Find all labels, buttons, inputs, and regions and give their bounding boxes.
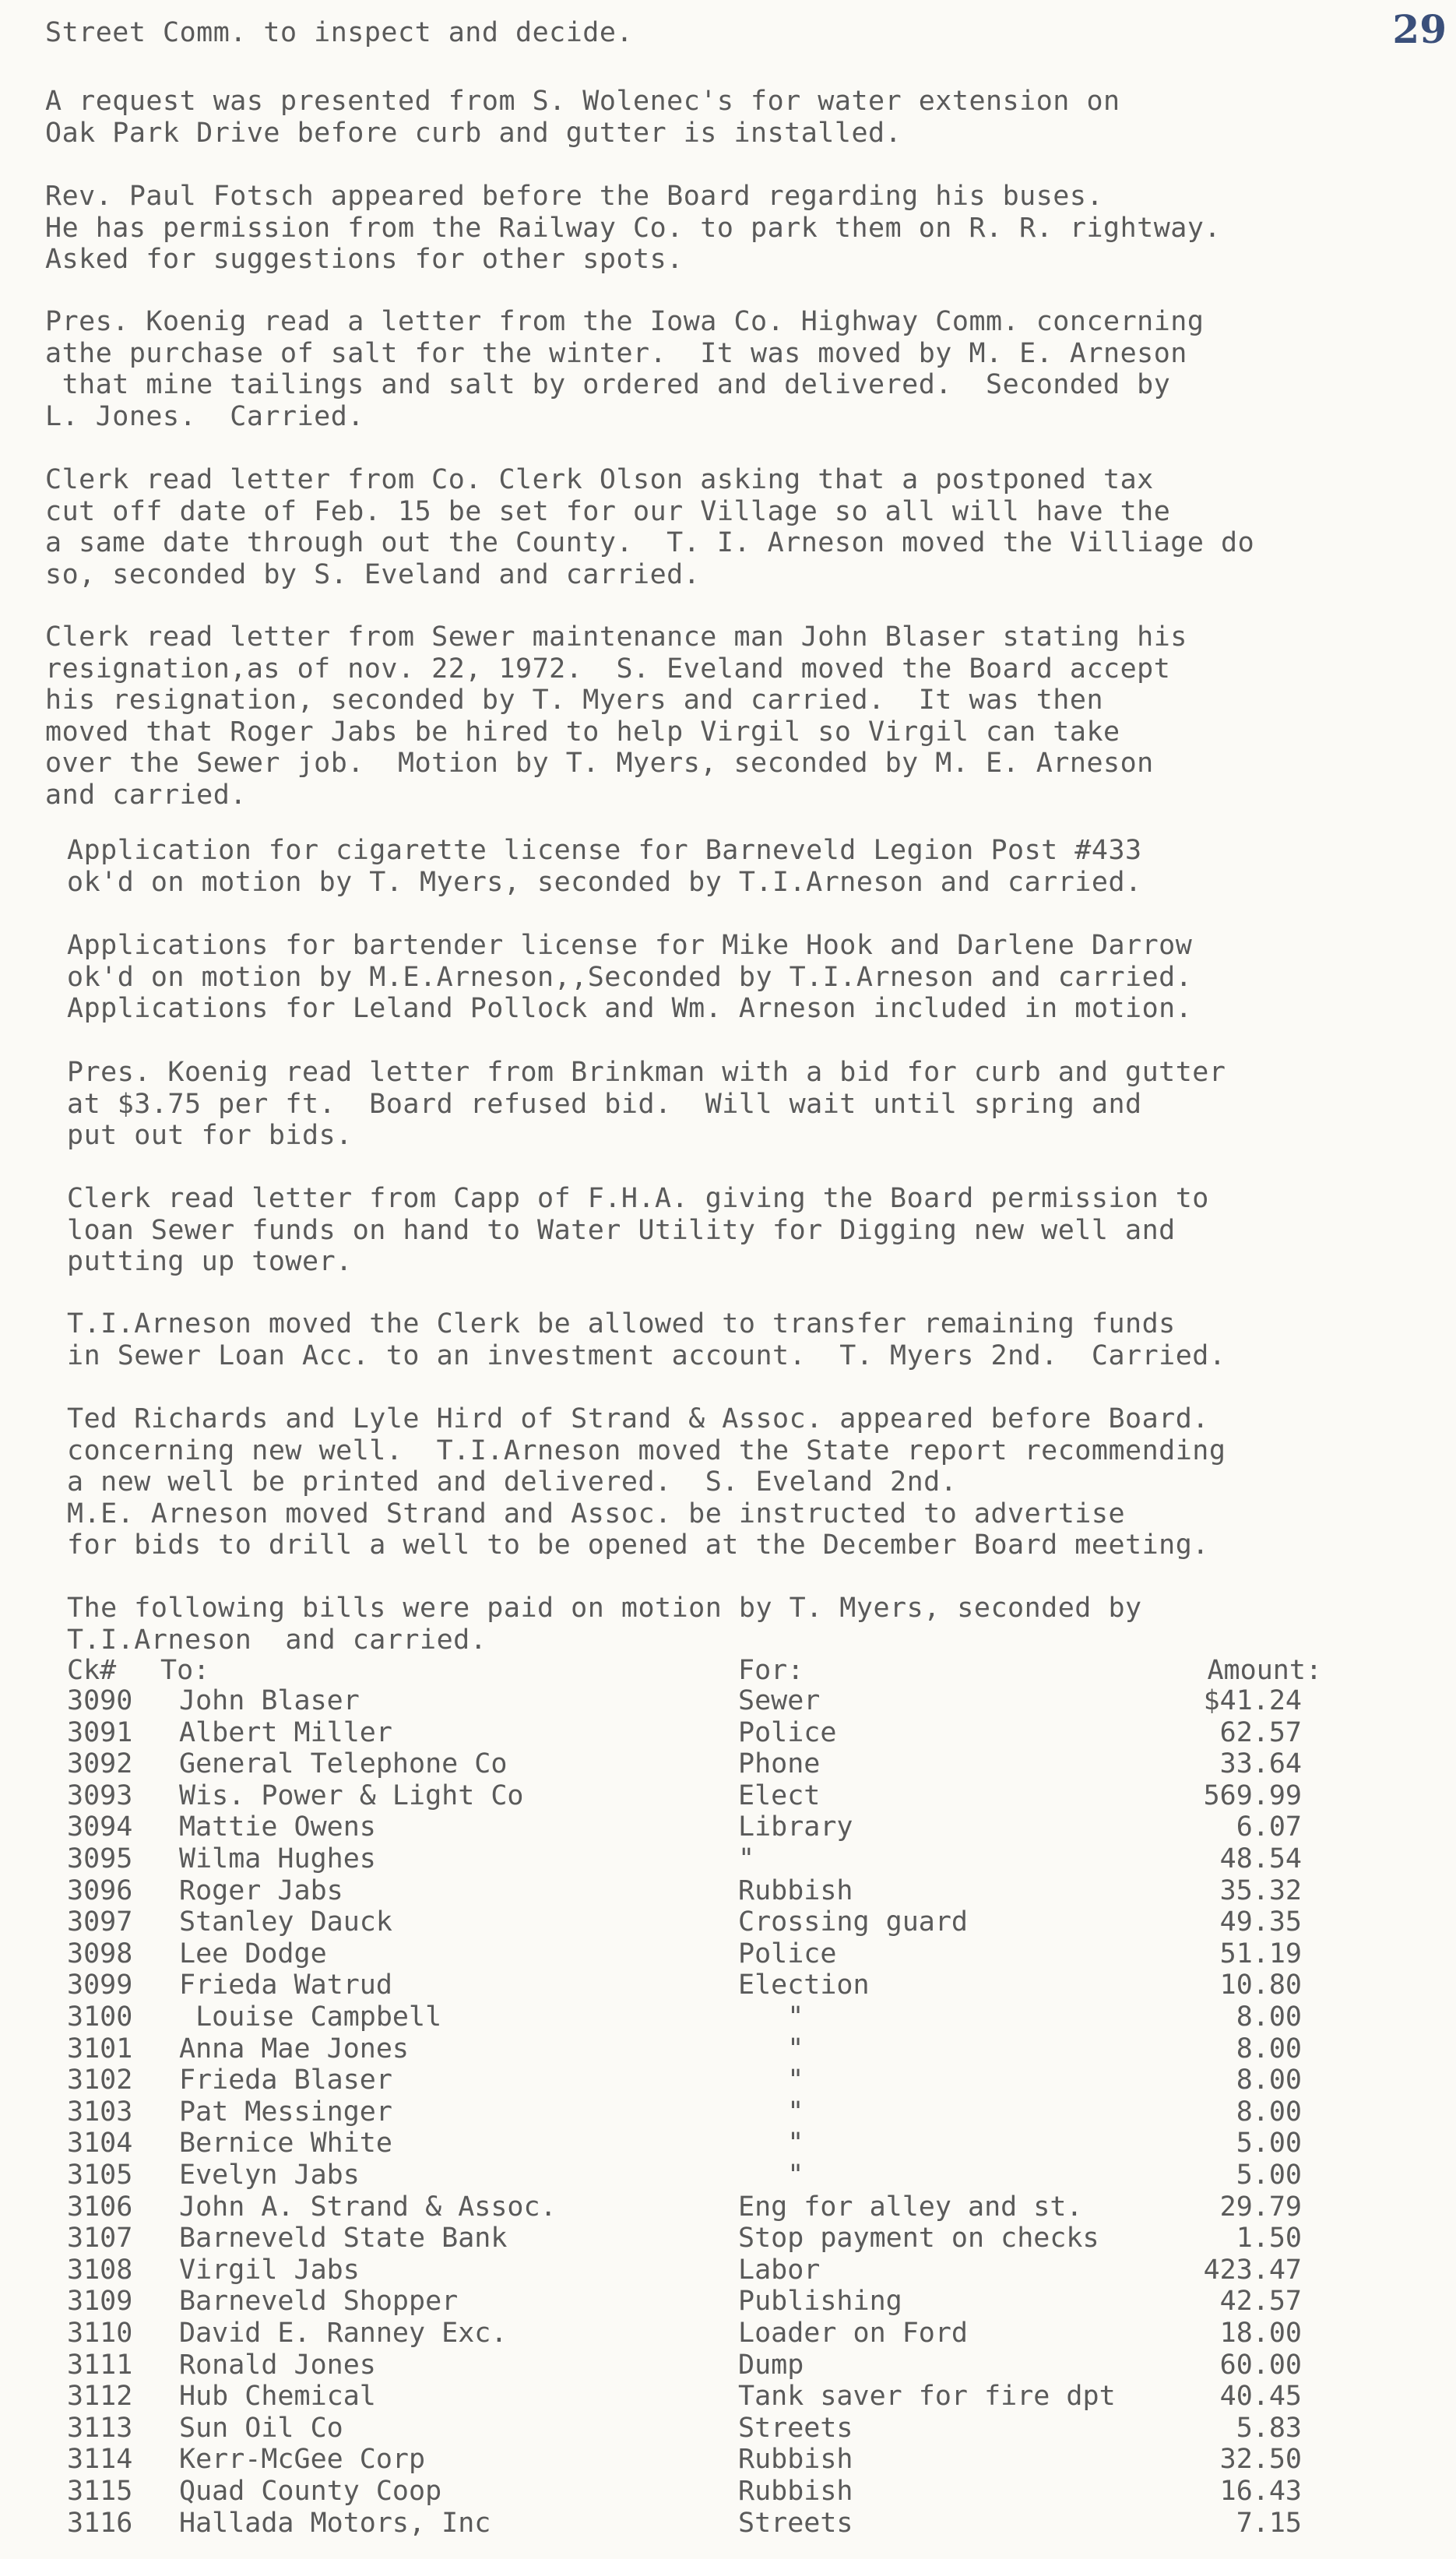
amount-cell: 48.54 <box>1219 1843 1302 1874</box>
payee-cell: Frieda Watrud <box>179 1969 392 2001</box>
check-number-cell: 3107 <box>67 2223 133 2255</box>
amount-cell: 51.19 <box>1219 1938 1302 1969</box>
amount-cell: 7.15 <box>1236 2507 1302 2539</box>
amount-cell: 8.00 <box>1236 2064 1302 2096</box>
amount-cell: 60.00 <box>1219 2349 1302 2381</box>
purpose-cell: Loader on Ford <box>738 2318 969 2349</box>
amount-cell: 8.00 <box>1236 2096 1302 2128</box>
amount-cell: 8.00 <box>1236 2001 1302 2033</box>
amount-cell: 10.80 <box>1219 1969 1302 2001</box>
payee-cell: Barneveld State Bank <box>179 2223 508 2255</box>
paragraph-line: in Sewer Loan Acc. to an investment account. T. Myers 2nd. Carried. <box>67 1339 1226 1371</box>
column-header-for: For: <box>738 1655 804 1686</box>
paragraph-line: Clerk read letter from Co. Clerk Olson asking that a postponed tax <box>45 464 1154 495</box>
amount-cell: 35.32 <box>1219 1874 1302 1906</box>
payee-cell: Mattie Owens <box>179 1811 376 1843</box>
amount-cell: 33.64 <box>1219 1748 1302 1780</box>
payee-cell: Albert Miller <box>179 1716 392 1748</box>
paragraph-line: moved that Roger Jabs be hired to help Virgil so Virgil can take <box>45 716 1120 748</box>
purpose-cell: " <box>738 2001 804 2033</box>
purpose-cell: " <box>738 2033 804 2064</box>
amount-cell: 423.47 <box>1203 2254 1302 2286</box>
paragraph-line: at $3.75 per ft. Board refused bid. Will wait until spring and <box>67 1088 1142 1120</box>
purpose-cell: Publishing <box>738 2286 902 2318</box>
paragraph-line: put out for bids. <box>67 1120 353 1151</box>
payee-cell: Bernice White <box>179 2128 392 2159</box>
amount-cell: 29.79 <box>1219 2191 1302 2223</box>
purpose-cell: " <box>738 2128 804 2159</box>
purpose-cell: Library <box>738 1811 853 1843</box>
amount-cell: 62.57 <box>1219 1716 1302 1748</box>
check-number-cell: 3109 <box>67 2286 133 2318</box>
paragraph-line: M.E. Arneson moved Strand and Assoc. be instructed to advertise <box>67 1498 1126 1529</box>
paragraph-line: concerning new well. T.I.Arneson moved the State report recommending <box>67 1434 1226 1466</box>
purpose-cell: Dump <box>738 2349 804 2381</box>
payee-cell: Pat Messinger <box>179 2096 392 2128</box>
paragraph-line: Clerk read letter from Capp of F.H.A. giving the Board permission to <box>67 1183 1209 1214</box>
page-number: 29 <box>1392 6 1447 52</box>
payee-cell: Barneveld Shopper <box>179 2286 459 2318</box>
check-number-cell: 3097 <box>67 1906 133 1938</box>
purpose-cell: Election <box>738 1969 870 2001</box>
paragraph-line: that mine tailings and salt by ordered and delivered. Seconded by <box>45 369 1171 400</box>
paragraph-line: Application for cigarette license for Barneveld Legion Post #433 <box>67 835 1142 866</box>
check-number-cell: 3098 <box>67 1938 133 1969</box>
paragraph-line: Pres. Koenig read letter from Brinkman with a bid for curb and gutter <box>67 1057 1226 1088</box>
check-number-cell: 3110 <box>67 2318 133 2349</box>
check-number-cell: 3092 <box>67 1748 133 1780</box>
amount-cell: 569.99 <box>1203 1779 1302 1811</box>
payee-cell: Kerr-McGee Corp <box>179 2444 426 2476</box>
paragraph-line: Pres. Koenig read a letter from the Iowa Co. Highway Comm. concerning <box>45 306 1205 337</box>
paragraph-line: loan Sewer funds on hand to Water Utility for Digging new well and <box>67 1214 1176 1246</box>
payee-cell: Stanley Dauck <box>179 1906 392 1938</box>
purpose-cell: " <box>738 2096 804 2128</box>
amount-cell: 18.00 <box>1219 2318 1302 2349</box>
paragraph-line: ok'd on motion by T. Myers, seconded by T.I.Arneson and carried. <box>67 866 1142 898</box>
amount-cell: 1.50 <box>1236 2223 1302 2255</box>
check-number-cell: 3102 <box>67 2064 133 2096</box>
payee-cell: David E. Ranney Exc. <box>179 2318 508 2349</box>
paragraph-line: Applications for bartender license for Mike Hook and Darlene Darrow <box>67 930 1193 961</box>
paragraph-line: ok'd on motion by M.E.Arneson,,Seconded by T.I.Arneson and carried. <box>67 961 1193 993</box>
amount-cell: 16.43 <box>1219 2476 1302 2507</box>
column-header-to: To: <box>160 1655 210 1686</box>
check-number-cell: 3103 <box>67 2096 133 2128</box>
check-number-cell: 3106 <box>67 2191 133 2223</box>
payee-cell: Wis. Power & Light Co <box>179 1779 524 1811</box>
check-number-cell: 3111 <box>67 2349 133 2381</box>
paragraph-line: Clerk read letter from Sewer maintenance man John Blaser stating his <box>45 621 1187 653</box>
check-number-cell: 3094 <box>67 1811 133 1843</box>
paragraph-line: T.I.Arneson moved the Clerk be allowed to transfer remaining funds <box>67 1308 1176 1339</box>
purpose-cell: Rubbish <box>738 2444 853 2476</box>
purpose-cell: Rubbish <box>738 1874 853 1906</box>
payee-cell: Anna Mae Jones <box>179 2033 410 2064</box>
payee-cell: John A. Strand & Assoc. <box>179 2191 557 2223</box>
payee-cell: Frieda Blaser <box>179 2064 392 2096</box>
payee-cell: Wilma Hughes <box>179 1843 376 1874</box>
check-number-cell: 3113 <box>67 2412 133 2444</box>
check-number-cell: 3100 <box>67 2001 133 2033</box>
paragraph-line: Applications for Leland Pollock and Wm. Arneson included in motion. <box>67 993 1193 1024</box>
payee-cell: General Telephone Co <box>179 1748 508 1780</box>
purpose-cell: Phone <box>738 1748 821 1780</box>
check-number-cell: 3099 <box>67 1969 133 2001</box>
amount-cell: 5.00 <box>1236 2159 1302 2191</box>
check-number-cell: 3112 <box>67 2381 133 2413</box>
purpose-cell: Police <box>738 1716 837 1748</box>
payee-cell: Hallada Motors, Inc <box>179 2507 491 2539</box>
check-number-cell: 3095 <box>67 1843 133 1874</box>
purpose-cell: Rubbish <box>738 2476 853 2507</box>
check-number-cell: 3091 <box>67 1716 133 1748</box>
payee-cell: Quad County Coop <box>179 2476 442 2507</box>
paragraph-line: his resignation, seconded by T. Myers and carried. It was then <box>45 685 1104 716</box>
payee-cell: Ronald Jones <box>179 2349 376 2381</box>
paragraph-line: Asked for suggestions for other spots. <box>45 244 684 275</box>
purpose-cell: Stop payment on checks <box>738 2223 1099 2255</box>
purpose-cell: Tank saver for fire dpt <box>738 2381 1116 2413</box>
check-number-cell: 3096 <box>67 1874 133 1906</box>
payee-cell: Virgil Jabs <box>179 2254 360 2286</box>
payee-cell: Evelyn Jabs <box>179 2159 360 2191</box>
paragraph-line: L. Jones. Carried. <box>45 400 364 432</box>
paragraph-line: over the Sewer job. Motion by T. Myers, seconded by M. E. Arneson <box>45 748 1154 779</box>
paragraph-line: so, seconded by S. Eveland and carried. <box>45 558 701 590</box>
paragraph-line: The following bills were paid on motion by T. Myers, seconded by <box>67 1593 1142 1624</box>
payee-cell: Sun Oil Co <box>179 2412 343 2444</box>
check-number-cell: 3108 <box>67 2254 133 2286</box>
check-number-cell: 3090 <box>67 1685 133 1716</box>
purpose-cell: " <box>738 2064 804 2096</box>
check-number-cell: 3115 <box>67 2476 133 2507</box>
purpose-cell: Sewer <box>738 1685 821 1716</box>
paragraph-line: Ted Richards and Lyle Hird of Strand & Assoc. appeared before Board. <box>67 1403 1209 1434</box>
amount-cell: 8.00 <box>1236 2033 1302 2064</box>
paragraph-line: athe purchase of salt for the winter. It was moved by M. E. Arneson <box>45 337 1187 369</box>
paragraph-line: He has permission from the Railway Co. to park them on R. R. rightway. <box>45 212 1222 244</box>
purpose-cell: Eng for alley and st. <box>738 2191 1083 2223</box>
purpose-cell: Streets <box>738 2507 853 2539</box>
amount-cell: 5.00 <box>1236 2128 1302 2159</box>
paragraph-line: a new well be printed and delivered. S. Eveland 2nd. <box>67 1466 958 1498</box>
paragraph-line: a same date through out the County. T. I. Arneson moved the Villiage do <box>45 527 1255 558</box>
paragraph-line: for bids to drill a well to be opened at the December Board meeting. <box>67 1529 1209 1561</box>
check-number-cell: 3104 <box>67 2128 133 2159</box>
amount-cell: 5.83 <box>1236 2412 1302 2444</box>
payee-cell: Lee Dodge <box>179 1938 327 1969</box>
payee-cell: John Blaser <box>179 1685 360 1716</box>
amount-cell: $41.24 <box>1203 1685 1302 1716</box>
amount-cell: 42.57 <box>1219 2286 1302 2318</box>
purpose-cell: Crossing guard <box>738 1906 969 1938</box>
check-number-cell: 3105 <box>67 2159 133 2191</box>
paragraph-line: putting up tower. <box>67 1246 353 1277</box>
paragraph-line: Oak Park Drive before curb and gutter is installed. <box>45 117 902 149</box>
paragraph-line: Rev. Paul Fotsch appeared before the Board regarding his buses. <box>45 181 1104 212</box>
purpose-cell: " <box>738 2159 804 2191</box>
column-header-ck: Ck# <box>67 1655 117 1686</box>
purpose-cell: Labor <box>738 2254 821 2286</box>
paragraph-line: and carried. <box>45 779 247 811</box>
paragraph-line: T.I.Arneson and carried. <box>67 1624 487 1656</box>
paragraph-line: cut off date of Feb. 15 be set for our Village so all will have the <box>45 495 1171 527</box>
payee-cell: Hub Chemical <box>179 2381 376 2413</box>
payee-cell: Louise Campbell <box>179 2001 442 2033</box>
paragraph-line: resignation,as of nov. 22, 1972. S. Eveland moved the Board accept <box>45 653 1171 685</box>
check-number-cell: 3116 <box>67 2507 133 2539</box>
check-number-cell: 3114 <box>67 2444 133 2476</box>
check-number-cell: 3101 <box>67 2033 133 2064</box>
paragraph-line: A request was presented from S. Wolenec's for water extension on <box>45 86 1120 117</box>
amount-cell: 40.45 <box>1219 2381 1302 2413</box>
payee-cell: Roger Jabs <box>179 1874 343 1906</box>
purpose-cell: Streets <box>738 2412 853 2444</box>
amount-cell: 6.07 <box>1236 1811 1302 1843</box>
purpose-cell: " <box>738 1843 755 1874</box>
check-number-cell: 3093 <box>67 1779 133 1811</box>
purpose-cell: Elect <box>738 1779 821 1811</box>
column-header-amount: Amount: <box>1207 1655 1322 1686</box>
purpose-cell: Police <box>738 1938 837 1969</box>
paragraph-line: Street Comm. to inspect and decide. <box>45 17 634 48</box>
amount-cell: 49.35 <box>1219 1906 1302 1938</box>
amount-cell: 32.50 <box>1219 2444 1302 2476</box>
